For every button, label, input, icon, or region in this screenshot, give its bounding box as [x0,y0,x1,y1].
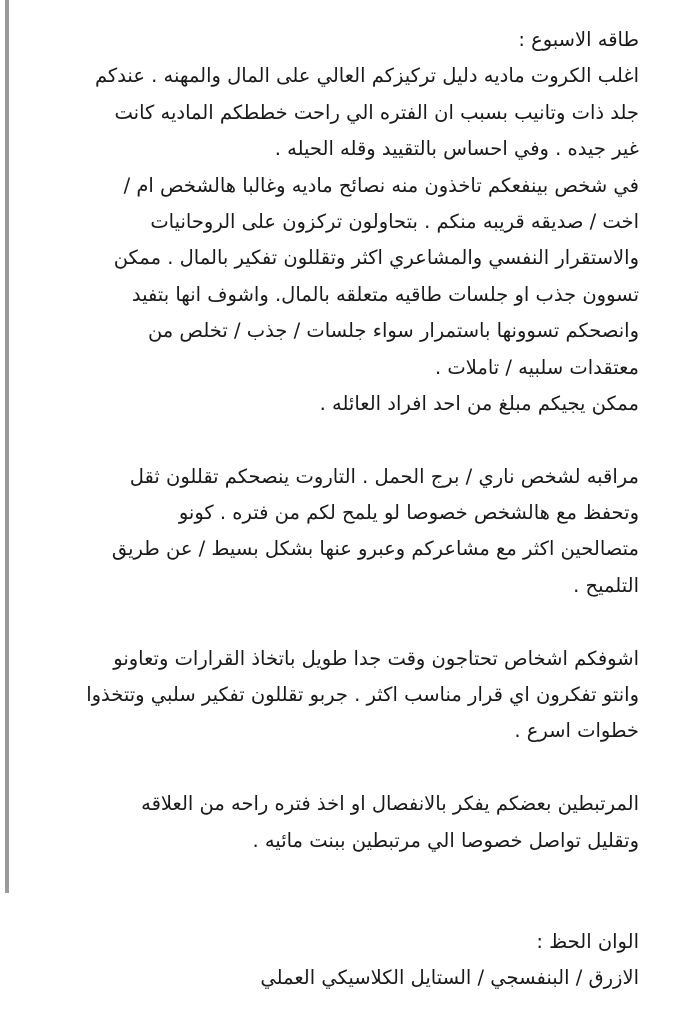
text-line: وتقليل تواصل خصوصا الي مرتبطين ببنت مائيه . [252,828,639,852]
text-line: وانتو تفكرون اي قرار مناسب اكثر . جربو تقللون تفكير سلبي وتتخذوا [86,683,639,707]
text-line: وتحفظ مع هالشخص خصوصا لو يلمح لكم من فتره . كونو [178,501,639,525]
paragraph-weekly-energy [40,22,639,422]
text-line: المرتبطين بعضكم يفكر بالانفصال او اخذ فتره راحه من العلاقه [141,792,639,816]
text-line: خطوات اسرع . [514,719,639,743]
paragraph-decisions [40,641,639,750]
text-line: تسوون جذب او جلسات طاقيه متعلقه بالمال. واشوف انها بتفيد [131,282,639,306]
lucky-colors-heading: الوان الحظ : [536,930,639,953]
text-line: التلميح . [573,573,639,597]
text-line: ممكن يجيكم مبلغ من احد افراد العائله . [319,391,639,415]
lucky-colors [40,924,639,997]
horoscope-text [40,22,639,859]
text-line: في شخص بينفعكم تاخذون منه نصائح ماديه وغالبا هالشخص ام / [123,173,639,197]
text-line: متصالحين اكثر مع مشاعركم وعبرو عنها بشكل بسيط / عن طريق [111,537,639,561]
text-line: مراقبه لشخص ناري / برج الحمل . التاروت ينصحكم تقللون ثقل [129,464,639,488]
text-line: غير جيده . وفي احساس بالتقييد وقله الحيله . [274,137,639,161]
text-line: وانصحكم تسوونها باستمرار سواء جلسات / جذب / تخلص من [147,319,639,343]
text-line: طاقه الاسبوع : [518,28,639,51]
quote-rule [5,0,9,893]
paragraph-gap [40,422,639,458]
text-line: معتقدات سلبيه / تاملات . [435,355,639,379]
lucky-colors-list: الازرق / البنفسجي / الستايل الكلاسيكي العملي [260,966,639,990]
text-line: والاستقرار النفسي والمشاعري اكثر وتقللون تفكير بالمال . ممكن [113,246,639,270]
paragraph-lucky-colors [40,924,639,997]
paragraph-gap [40,750,639,786]
text-line: اخت / صديقه قريبه منكم . بتحاولون تركزون على الروحانيات [150,209,639,233]
paragraph-fire-person [40,459,639,605]
text-line: جلد ذات وتانيب بسبب ان الفتره الي راحت خططكم الماديه كانت [114,100,639,124]
text-line: اشوفكم اشخاص تحتاجون وقت جدا طويل باتخاذ القرارات وتعاونو [113,646,639,670]
paragraph-gap [40,604,639,640]
text-line: اغلب الكروت ماديه دليل تركيزكم العالي على المال والمهنه . عندكم [94,64,639,88]
paragraph-relationships [40,786,639,859]
